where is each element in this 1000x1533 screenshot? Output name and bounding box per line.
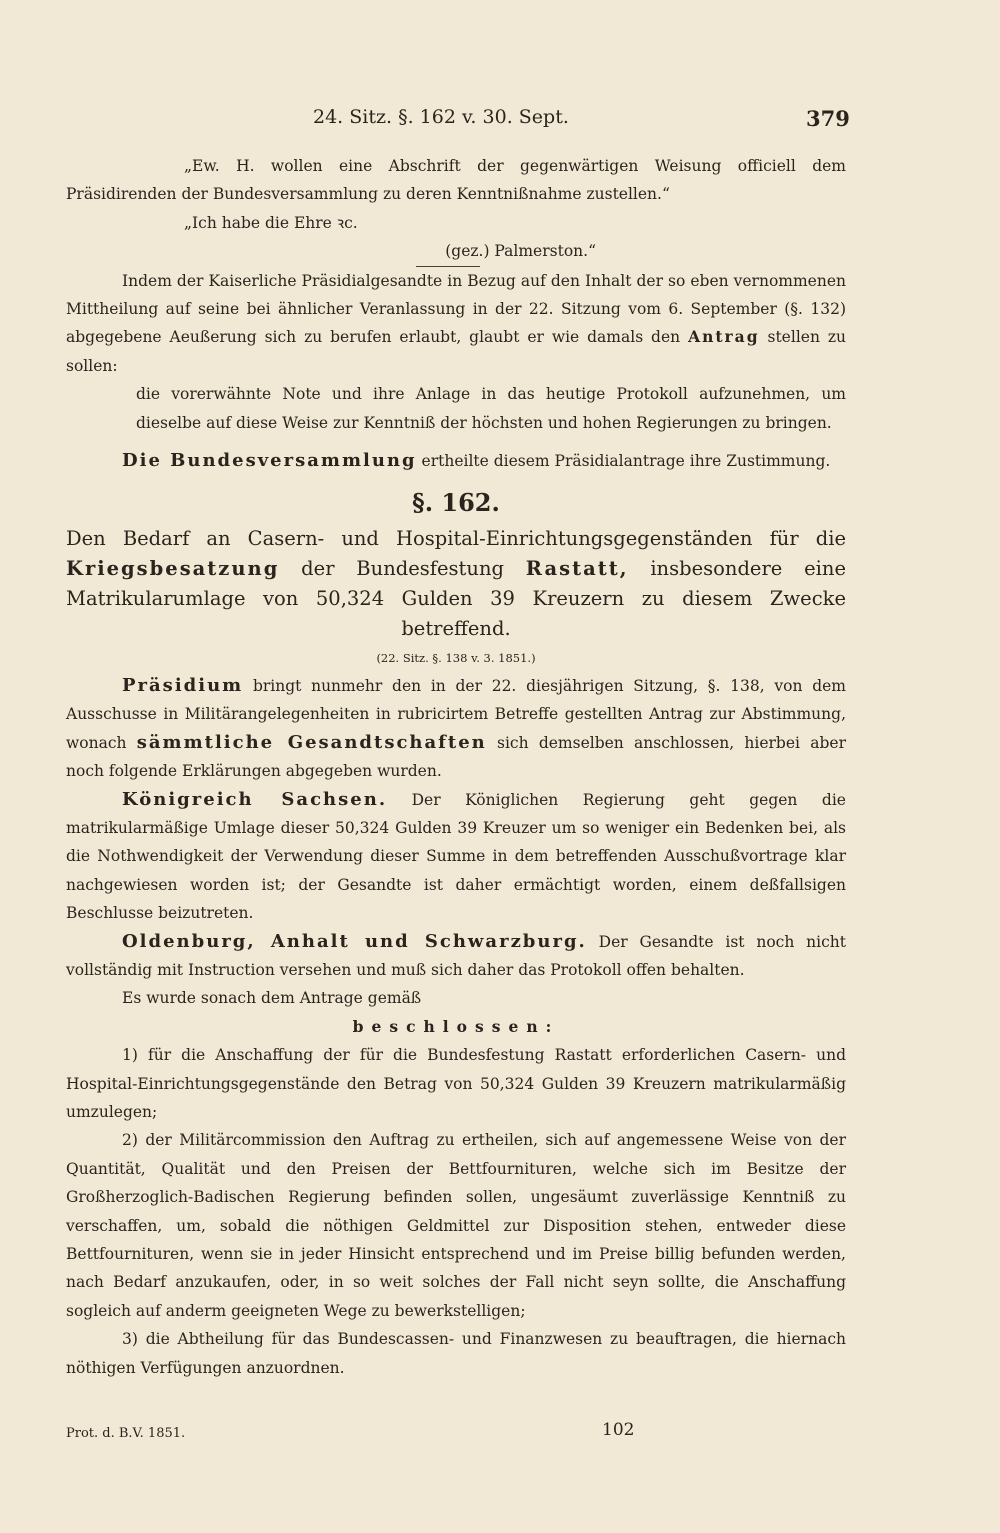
spaced-word: Präsidium [122, 674, 244, 696]
paragraph [66, 928, 846, 985]
section-heading [66, 524, 846, 644]
heading-text: Den Bedarf an Casern- und Hospital-Einrichtungsgegenständen für die [66, 526, 846, 550]
paragraph: Es wurde sonach dem Antrage gemäß [122, 989, 422, 1008]
heading-text: der Bundesfestung [301, 556, 504, 580]
list-item: 2) der Militärcommission den Auftrag zu ertheilen, sich auf angemessene Weise von der Quantität, Qualität und den Preisen der Bettfournituren, welche sich im Besitze der Großherzoglich-Badischen Regierung befinden sollen, ungesäumt zuverlässige Kenntniß zu verschaffen, um, sobald die nöthigen Geldmittel zur Disposition stehen, entweder diese Bettfournituren, wenn sie in jeder Hinsicht entsprechend und im Preise billig befunden werden, nach Bedarf anzukaufen, oder, in so weit solches der Fall nicht seyn sollte, die Anschaffung sogleich auf anderm geeigneten Wege zu bewerkstelligen; [66, 1131, 846, 1320]
page-number: 379 [806, 106, 850, 131]
page-header [0, 106, 1000, 140]
signature-line: (gez.) Palmerston.“ [445, 242, 596, 261]
resolved-heading [66, 1013, 846, 1041]
quote-closing: „Ich habe die Ehre ꝛc. [184, 213, 358, 232]
paragraph-text: Der Gesandte ist noch nicht vollständig mit Instruction versehen und muß sich daher das Protokoll offen behalten. [66, 932, 846, 979]
heading-spaced: Rastatt, [525, 556, 629, 580]
paragraph [66, 786, 846, 928]
paragraph-text: Der Königlichen Regierung geht gegen die matrikularmäßige Umlage dieser 50,324 Gulden 39 Kreuzer um so weniger ein Bedenken bei, als die Nothwendigkeit der Verwendung dieser Summe in dem betreffenden Ausschußvortrage klar nachgewiesen worden ist; der Gesandte ist daher ermächtigt worden, einem deßfallsigen Beschlusse beizutreten. [66, 790, 846, 923]
spaced-word: Die Bundesversammlung [122, 450, 417, 472]
paragraph-text: stellen zu sollen: [66, 328, 846, 375]
motion-paragraph: die vorerwähnte Note und ihre Anlage in das heutige Protokoll aufzunehmen, um dieselbe auf diese Weise zur Kenntniß der höchsten und hohen Regierungen zu bringen. [136, 385, 846, 432]
paragraph-text: ertheilte diesem Präsidialantrage ihre Zustimmung. [421, 452, 831, 471]
spaced-word: sämmtliche Gesandtschaften [136, 731, 487, 753]
spaced-word: Königreich Sachsen. [122, 788, 388, 810]
paragraph-text: bringt nunmehr den in der 22. diesjährigen Sitzung, §. 138, von dem Ausschusse in Militärangelegenheiten in rubricirtem Betreffe gestellten Antrag zur Abstimmung, wonach [66, 676, 846, 752]
section-number: §. 162. [412, 488, 500, 518]
heading-spaced: Kriegsbesatzung [66, 556, 280, 580]
list-item: 3) die Abtheilung für das Bundescassen- und Finanzwesen zu beauftragen, die hiernach nöthigen Verfügungen anzuordnen. [66, 1330, 846, 1377]
paragraph [66, 267, 846, 381]
spaced-word: beschlossen: [352, 1016, 560, 1036]
paragraph [66, 447, 846, 475]
page-body [66, 152, 846, 1382]
spaced-word: Antrag [688, 327, 760, 347]
page-footer [66, 1420, 846, 1450]
spaced-word: Oldenburg, Anhalt und Schwarzburg. [122, 930, 587, 952]
signature-mark: 102 [602, 1420, 635, 1440]
paragraph-text: Indem der Kaiserliche Präsidialgesandte in Bezug auf den Inhalt der so eben vernommenen Mittheilung auf seine bei ähnlicher Veranlassung in der 22. Sitzung vom 6. September (§. 132) abgegebene Aeußerung sich zu berufen erlaubt, glaubt er wie damals den [66, 271, 846, 347]
paragraph-text: sich demselben anschlossen, hierbei aber noch folgende Erklärungen abgegeben wurden. [66, 733, 846, 781]
running-title: 24. Sitz. §. 162 v. 30. Sept. [313, 106, 569, 128]
quote-paragraph: „Ew. H. wollen eine Abschrift der gegenwärtigen Weisung officiell dem Präsidirenden der Bundesversammlung zu deren Kenntnißnahme zustellen.“ [66, 157, 846, 204]
footer-imprint: Prot. d. B.V. 1851. [66, 1426, 186, 1441]
list-item: 1) für die Anschaffung der für die Bundesfestung Rastatt erforderlichen Casern- und Hospital-Einrichtungsgegenstände den Betrag von 50,324 Gulden 39 Kreuzern matrikularmäßig umzulegen; [66, 1046, 846, 1121]
heading-text: insbesondere eine Matrikularumlage von 50,324 Gulden 39 Kreuzern zu diesem Zwecke betreffend. [66, 556, 846, 640]
section-reference: (22. Sitz. §. 138 v. 3. 1851.) [376, 650, 536, 665]
paragraph [66, 672, 846, 786]
